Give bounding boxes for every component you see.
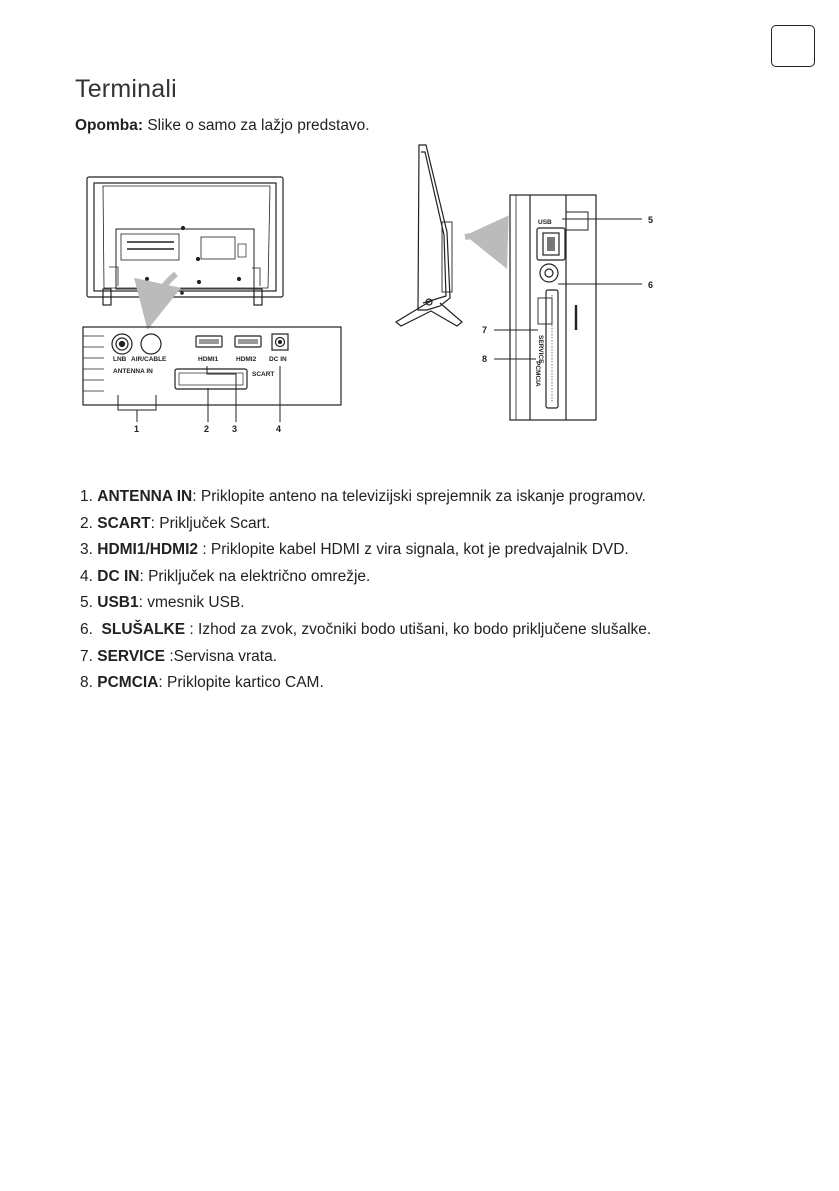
item-text: : Izhod za zvok, zvočniki bodo utišani, ko bodo priključene slušalke. [185,620,652,638]
item-number: 7. [80,647,93,665]
label-hdmi1: HDMI1 [198,356,219,363]
terminals-figure [0,0,839,470]
callout-1: 1 [134,424,140,434]
list-item-dc-in [80,564,651,591]
item-label: DC IN [97,567,140,585]
item-text: : Priključek Scart. [150,514,271,532]
item-number: 4. [80,567,93,585]
item-label: USB1 [97,594,139,612]
rear-panel-illustration [83,327,341,405]
label-usb: USB [538,219,552,226]
list-item-headphones [80,617,651,644]
list-item-usb1 [80,590,651,617]
item-text: : Priklopite kabel HDMI z vira signala, kot je predvajalnik DVD. [198,541,629,559]
note-text: Slike o samo za lažjo predstavo. [143,117,370,134]
terminals-illustration [0,0,839,470]
tv-side-illustration [396,145,462,326]
item-text: :Servisna vrata. [165,647,278,665]
item-label: SCART [97,514,151,532]
label-hdmi2: HDMI2 [236,356,257,363]
service-port [538,298,552,324]
callout-8: 8 [482,354,488,364]
zoom-arrow-side [465,236,502,258]
label-lnb: LNB [113,356,127,363]
label-service: SERVICE [537,335,544,364]
item-label: HDMI1/HDMI2 [97,541,199,559]
callout-7: 7 [482,325,488,335]
tv-rear-illustration [87,177,283,305]
headphone-jack [540,264,558,282]
zoom-arrow-rear [150,274,176,318]
item-number: 6. [80,620,93,638]
item-label: SLUŠALKE [97,620,186,638]
callout-4: 4 [276,424,282,434]
list-item-hdmi [80,537,651,564]
label-antenna-in: ANTENNA IN [113,368,153,375]
item-text: : vmesnik USB. [138,594,245,612]
list-item-service [80,644,651,671]
item-text: : Priklopite kartico CAM. [158,674,324,692]
list-item-pcmcia [80,670,651,697]
list-item-scart [80,511,651,538]
item-text: : Priklopite anteno na televizijski sprejemnik za iskanje programov. [192,488,646,505]
note-label: Opomba: [75,117,144,134]
callout-6: 6 [648,280,654,290]
item-number: 3. [80,541,93,559]
item-text: : Priključek na električno omrežje. [139,567,371,585]
label-air-cable: AIR/CABLE [131,356,167,363]
air-cable-connector [141,334,161,354]
item-number: 5. [80,594,93,612]
page-title: Terminali [75,75,177,103]
item-label: PCMCIA [97,674,159,692]
label-scart: SCART [252,371,275,378]
item-number: 2. [80,514,93,532]
side-panel-illustration [510,195,596,420]
list-item-antenna-in [80,484,651,511]
terminal-list [80,484,651,697]
callout-3: 3 [232,424,238,434]
item-label: ANTENNA IN [97,488,193,505]
callout-5: 5 [648,215,654,225]
label-dc-in: DC IN [269,356,287,363]
label-pcmcia: PCMCIA [534,361,541,387]
item-number: 1. [80,488,93,505]
item-number: 8. [80,674,93,692]
item-label: SERVICE [97,647,166,665]
callout-2: 2 [204,424,210,434]
